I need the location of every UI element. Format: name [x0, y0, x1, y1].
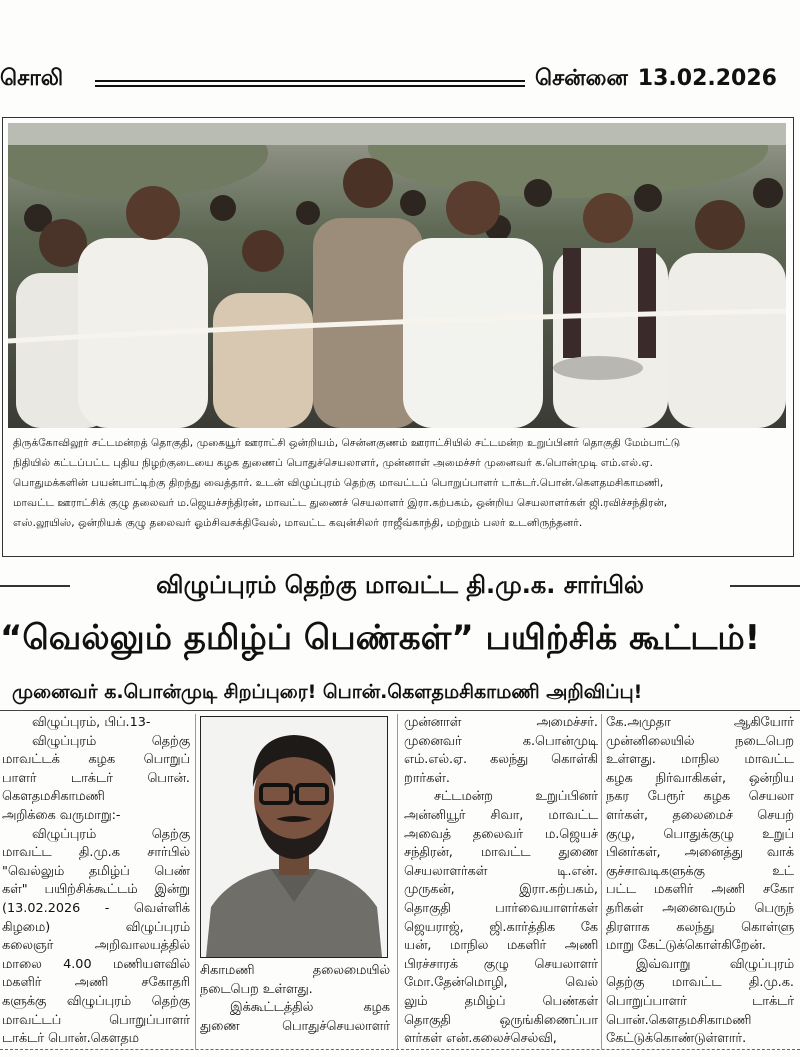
article-column-3	[404, 714, 598, 1049]
text-line: கே.அமுதா ஆகியோர்	[606, 715, 794, 730]
text-line: நகர பேரூர் கழக செயலா	[606, 789, 794, 805]
text-line: மாறு கேட்டுக்கொள்கிறேன்.	[606, 938, 766, 954]
text-line: உள்ளது. மாநில மாவட்ட	[606, 752, 794, 768]
photo-box	[2, 117, 794, 557]
caption-line: திருக்கோவிலூர் சட்டமன்றத் தொகுதி, முகையூர் ஊராட்சி ஒன்றியம், சென்னகுணம் ஊராட்சியில் சட்டமன்ற உறுப்பினர் தொகுதி மேம்பாட்டு	[13, 437, 681, 449]
text-line: இக்கூட்டத்தில் கழக	[230, 1000, 390, 1016]
text-line: ஜெயராஜ், ஜி.கார்த்திக கே	[404, 919, 598, 935]
text-line: களுக்கு விழுப்புரம் தெற்கு	[2, 993, 190, 1009]
text-line: அன்னியூர் சிவா, மாவட்ட	[404, 807, 598, 823]
city: சென்னை	[535, 66, 628, 91]
text-line: கழக நிர்வாகிகள், ஒன்றிய	[606, 770, 794, 786]
text-line: லும் தமிழ்ப் பெண்கள்	[404, 993, 598, 1009]
text-line: டாக்டர் பொன்.கௌதம	[2, 1031, 139, 1047]
text-line: கௌதமசிகாமணி	[2, 789, 105, 805]
article-column-2	[200, 962, 390, 1036]
caption-line: பொதுமக்களின் பயன்பாட்டிற்கு திறந்து வைத்தார். உடன் விழுப்புரம் தெற்கு மாவட்டப் பொறுப்பாளர் டாக்டர்.பொன்.கௌதமசிகாமணி,	[13, 477, 664, 489]
text-line: மாவட்ட தி.மு.க சார்பில்	[2, 845, 190, 861]
caption-line: மாவட்ட ஊராட்சிக் குழு தலைவர் ம.ஜெயச்சந்திரன், மாவட்ட துணைச் செயலாளர் இரா.கற்பகம், ஒன்றிய செயலாளர்கள் ஜி.ரவிச்சந்திரன்,	[13, 497, 668, 509]
text-line: ளர்கள், தலைமைச் செயற்	[606, 807, 794, 823]
text-line: அறிக்கை வருமாறு:-	[2, 807, 121, 823]
text-line: அவைத் தலைவர் ம.ஜெயச்	[404, 826, 598, 842]
text-line: பொறுப்பாளர் டாக்டர்	[606, 993, 794, 1009]
masthead-rule	[95, 80, 525, 87]
text-line: மாவட்டப் பொறுப்பாளர்	[2, 1012, 190, 1028]
text-line: யன், மாநில மகளிர் அணி	[404, 938, 598, 954]
dateline	[535, 66, 777, 94]
text-line: முன்னிலையில் நடைபெற	[606, 733, 794, 749]
text-line: மாலை 4.00 மணியளவில்	[2, 956, 190, 972]
bottom-rule	[0, 1049, 800, 1050]
caption-line: எஸ்.லூயிஸ், ஒன்றியக் குழு தலைவர் ஓம்சிவசக்திவேல், மாவட்ட கவுன்சிலர் ராஜீவ்காந்தி, மற்றும் பலர் உடனிருந்தனர்.	[13, 517, 583, 529]
text-line: கலைஞர் அறிவாலயத்தில்	[2, 938, 190, 954]
article-kicker: விழுப்புரம் தெற்கு மாவட்ட தி.மு.க. சார்பில்	[156, 571, 644, 599]
text-line: பிரச்சாரக் குழு செயலாளர்	[404, 956, 598, 972]
text-line: மாவட்டக் கழக பொறுப்	[2, 752, 190, 768]
kicker-rule-right	[730, 585, 800, 587]
masthead	[0, 60, 800, 100]
text-line: விழுப்புரம் தெற்கு	[32, 826, 190, 842]
column-separator	[195, 714, 196, 1049]
text-line: "வெல்லும் தமிழ்ப் பெண்	[2, 863, 190, 879]
column-separator	[601, 714, 602, 1049]
text-line: குழு, பொதுக்குழு உறுப்	[606, 826, 794, 842]
text-line: முன்னாள் அமைச்சர்.	[404, 715, 598, 730]
issue-date: 13.02.2026	[637, 66, 777, 91]
text-line: எம்.எல்.ஏ. கலந்து கொள்கி	[404, 752, 598, 768]
portrait-illustration	[201, 717, 387, 957]
text-line: முனைவர் க.பொன்முடி	[404, 733, 598, 749]
portrait-photo	[200, 716, 388, 958]
text-line: பட்ட மகளிர் அணி சகோ	[606, 882, 794, 898]
newspaper-name-fragment: சொலி	[0, 66, 64, 91]
text-line: தொகுதி பார்வையாளர்கள்	[404, 900, 598, 916]
text-line: குச்சாவடிகளுக்கு உட்	[606, 863, 794, 879]
article-subhead: முனைவர் க.பொன்முடி சிறப்புரை! பொன்.கௌதமசிகாமணி அறிவிப்பு!	[12, 681, 643, 703]
text-line: பினர்கள், அனைத்து வாக்	[606, 845, 794, 861]
text-line: (13.02.2026 - வெள்ளிக்	[2, 900, 190, 916]
text-line: கள்" பயிற்சிக்கூட்டம் இன்று	[2, 882, 190, 898]
text-line: இவ்வாறு விழுப்புரம்	[636, 956, 794, 972]
photo-caption	[13, 433, 785, 533]
text-line: நடைபெற உள்ளது.	[200, 981, 313, 997]
text-line: சிகாமணி தலைமையில்	[200, 963, 390, 978]
text-line: பாளர் டாக்டர் பொன்.	[2, 770, 190, 786]
text-line: றார்கள்.	[404, 770, 450, 786]
event-photo-illustration	[8, 123, 786, 428]
kicker-rule-left	[0, 585, 70, 587]
text-line: பொன்.கௌதமசிகாமணி	[606, 1012, 752, 1028]
article-column-4	[606, 714, 794, 1049]
text-line: விழுப்புரம், பிப்.13-	[32, 715, 151, 730]
article-headline: “வெல்லும் தமிழ்ப் பெண்கள்” பயிற்சிக் கூட்டம்!	[0, 618, 761, 658]
text-line: துணை பொதுச்செயலாளர்	[200, 1018, 390, 1034]
text-line: தரிகள் அனைவரும் பெருந்	[606, 900, 794, 916]
article-column-1	[2, 714, 190, 1049]
text-line: திரளாக கலந்து கொள்ளு	[606, 919, 794, 935]
subhead-rule	[0, 710, 800, 711]
text-line: கிழமை) விழுப்புரம்	[2, 919, 190, 935]
caption-line: நிதியில் கட்டப்பட்ட புதிய நிழற்குடையை கழக துணைப் பொதுச்செயலாளர், முன்னாள் அமைச்சர் முனைவர் க.பொன்முடி எம்.எல்.ஏ.	[13, 457, 654, 469]
text-line: மகளிர் அணி சகோதரி	[2, 975, 190, 991]
column-separator	[397, 714, 398, 1049]
text-line: கேட்டுக்கொண்டுள்ளார்.	[606, 1031, 747, 1047]
text-line: தொகுதி ஒருங்கிணைப்பா	[404, 1012, 598, 1028]
text-line: மோ.தேன்மொழி, வெல்	[404, 975, 598, 991]
text-line: சந்திரன், மாவட்ட துணை	[404, 845, 598, 861]
text-line: செயலாளர்கள் டி.என்.	[404, 863, 598, 879]
text-line: ளர்கள் என்.கலைச்செல்வி,	[404, 1031, 557, 1047]
text-line: முருகன், இரா.கற்பகம்,	[404, 882, 598, 898]
text-line: விழுப்புரம் தெற்கு	[32, 733, 190, 749]
text-line: தெற்கு மாவட்ட தி.மு.க.	[606, 975, 794, 991]
text-line: சட்டமன்ற உறுப்பினர்	[434, 789, 598, 805]
event-photo	[8, 123, 786, 428]
